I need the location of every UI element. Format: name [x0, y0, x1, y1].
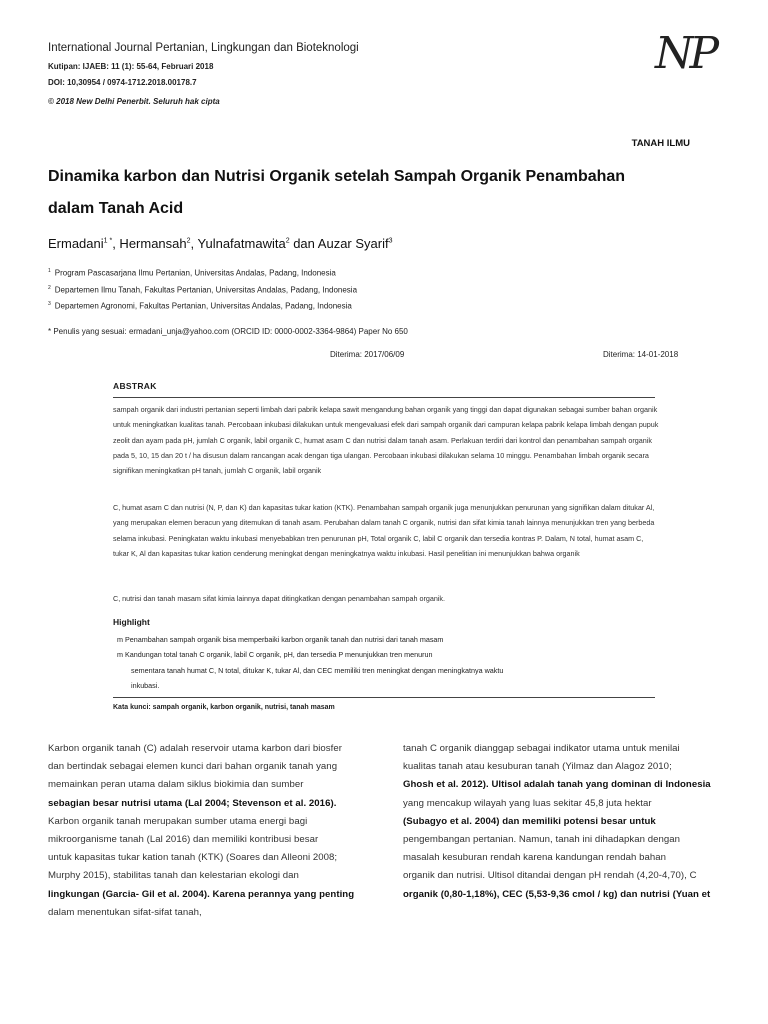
body-line: organik (0,80-1,18%), CEC (5,53-9,36 cmol / kg) dan nutrisi (Yuan et: [403, 888, 711, 900]
body-line: dalam menentukan sifat-sifat tanah,: [48, 906, 202, 918]
author-name: , Hermansah: [112, 236, 187, 251]
doi-link[interactable]: DOI: 10,30954 / 0974-1712.2018.00178.7: [48, 78, 197, 87]
abstract-top-rule: [113, 397, 655, 398]
body-line: lingkungan (Garcia- Gil et al. 2004). Karena perannya yang penting: [48, 888, 355, 900]
body-line: tanah C organik dianggap sebagai indikator utama untuk menilai: [403, 743, 680, 754]
body-line: sebagian besar nutrisi utama (Lal 2004; Stevenson et al. 2016).: [48, 797, 337, 809]
highlight-item-3a: sementara tanah humat C, N total, ditukar K, tukar Al, dan CEC memiliki tren meningkat dengan meningkatnya waktu: [131, 666, 504, 675]
highlight-item-3b: inkubasi.: [131, 681, 160, 690]
body-line: Karbon organik tanah merupakan sumber utama energi bagi: [48, 815, 308, 827]
article-title-line1: Dinamika karbon dan Nutrisi Organik setelah Sampah Organik Penambahan: [48, 168, 626, 185]
body-line: Ghosh et al. 2012). Ultisol adalah tanah yang dominan di Indonesia: [403, 779, 711, 791]
body-line: Karbon organik tanah (C) adalah reservoir utama karbon dari biosfer: [48, 743, 342, 754]
article-title-line2: dalam Tanah Acid: [48, 200, 184, 217]
accepted-date: Diterima: 14-01-2018: [603, 350, 679, 359]
body-line: yang mencakup wilayah yang luas sekitar 45,8 juta hektar: [403, 797, 652, 809]
body-column-right: [403, 740, 733, 904]
journal-name: International Journal Pertanian, Lingkungan dan Bioteknologi: [48, 42, 359, 54]
highlights-bottom-rule: [113, 697, 655, 698]
corresponding-author: * Penulis yang sesuai: ermadani_unja@yahoo.com (ORCID ID: 0000-0002-3364-9864) Paper No 650: [48, 327, 408, 336]
affiliation-3: $^3$ Departemen Agronomi, Fakultas Pertanian, Universitas Andalas, Padang, Indonesia: [48, 301, 352, 311]
body-line: kualitas tanah atau kesuburan tanah (Yilmaz dan Alagoz 2010;: [403, 761, 672, 773]
affiliation-2: $^2$ Departemen Ilmu Tanah, Fakultas Pertanian, Universitas Andalas, Padang, Indonesia: [48, 285, 358, 295]
affiliation-1: $^1$ Program Pascasarjana Ilmu Pertanian, Universitas Andalas, Padang, Indonesia: [48, 268, 336, 278]
highlight-item-2: m Kandungan total tanah C organik, labil C organik, pH, dan tersedia P menunjukkan tren menurun: [117, 650, 433, 659]
abstract-heading: ABSTRAK: [113, 381, 157, 391]
body-line: (Subagyo et al. 2004) dan memiliki potensi besar untuk: [403, 815, 656, 827]
body-line: organik dan nutrisi. Ultisol ditandai dengan pH rendah (4,20-4,70), C: [403, 870, 697, 882]
body-line: pengembangan pertanian. Namun, tanah ini dihadapkan dengan: [403, 834, 681, 846]
abstract-paragraph-1: sampah organik dari industri pertanian seperti limbah dari pabrik kelapa sawit mengandung bahan organik yang tinggi dan dapat digunakan sebagai sumber bahan organik untuk meningkatkan kualitas tanah. Percobaan inkubasi dilakukan untuk mengevaluasi efek dari sampah organik dari campuran kelapa pabrik kelapa limbah dengan pupuk zeolit dan ayam pada pH, jumlah C organik, labil organik C, humat asam C dan nutrisi dalam tanah asam. Perlakuan terdiri dari kontrol dan penambahan sampah organik pada 5, 10, 15 dan 20 t / ha disusun dalam rancangan acak dengan tiga ulangan. Percobaan inkubasi dilakukan selama 10 minggu. Penambahan limbah organik secara signifikan meningkatkan pH tanah, jumlah C organik, labil organik: [113, 405, 659, 476]
copyright-notice: © 2018 New Delhi Penerbit. Seluruh hak cipta: [48, 97, 220, 106]
highlight-item-1: m Penambahan sampah organik bisa memperbaiki karbon organik tanah dan nutrisi dari tanah masam: [117, 635, 444, 644]
author-name: dan Auzar Syarif: [289, 236, 389, 251]
author-affiliation-mark: 1 *: [103, 237, 113, 245]
keywords: Kata kunci: sampah organik, karbon organik, nutrisi, tanah masam: [113, 704, 335, 711]
body-line: masalah kesuburan rendah karena kandungan rendah bahan: [403, 852, 666, 864]
author-affiliation-mark: 2: [285, 237, 290, 245]
abstract-paragraph-3: C, nutrisi dan tanah masam sifat kimia lainnya dapat ditingkatkan dengan penambahan sampah organik.: [113, 594, 446, 603]
author-name: , Yulnafatmawita: [190, 236, 286, 251]
highlights-heading: Highlight: [113, 617, 150, 627]
abstract-paragraph-2: C, humat asam C dan nutrisi (N, P, dan K) dan kapasitas tukar kation (KTK). Penambahan sampah organik juga menunjukkan penurunan yang signifikan dalam ditukar Al, yang merupakan elemen beracun yang ditemukan di tanah asam. Perubahan dalam tanah C organik, nutrisi dan sifat kimia tanah lainnya menunjukkan tren yang berbeda selama inkubasi. Peningkatan waktu inkubasi menyebabkan tren penurunan pH, Total organik C, labil C organik dan tersedia kontras P. Dalam, N total, humat asam C, tukar K, Al dan kapasitas tukar kation cenderung meningkat dengan meningkatnya waktu inkubasi. Hasil penelitian ini menunjukkan bahwa organik: [113, 503, 655, 558]
publisher-logo: NP: [655, 28, 716, 79]
body-line: mikroorganisme tanah (Lal 2016) dan memiliki kontribusi besar: [48, 834, 319, 846]
body-line: dan bertindak sebagai elemen kunci dari bahan organik tanah yang: [48, 761, 338, 773]
author-name: Ermadani: [48, 236, 104, 251]
received-date: Diterima: 2017/06/09: [330, 350, 405, 359]
author-list: [48, 236, 393, 251]
author-affiliation-mark: 3: [388, 237, 393, 245]
body-line: untuk kapasitas tukar kation tanah (KTK) (Soares dan Alleoni 2008;: [48, 852, 338, 864]
section-label: TANAH ILMU: [631, 138, 690, 149]
body-column-left: [48, 740, 378, 922]
citation-line: Kutipan: IJAEB: 11 (1): 55-64, Februari 2018: [48, 62, 214, 71]
author-affiliation-mark: 2: [186, 237, 191, 245]
body-line: memainkan peran utama dalam siklus biokimia dan sumber: [48, 779, 304, 791]
body-line: Murphy 2015), stabilitas tanah dan kelestarian ekologi dan: [48, 870, 299, 882]
